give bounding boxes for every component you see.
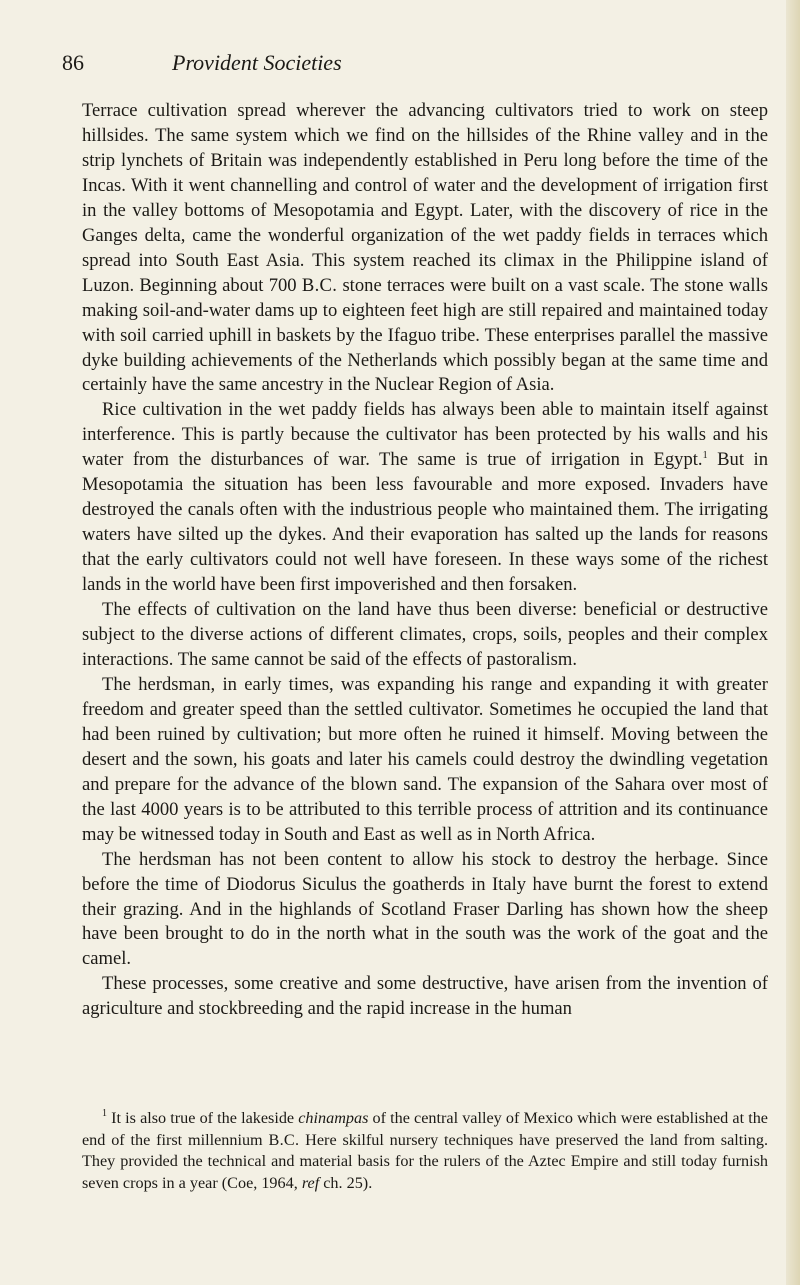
paragraph-rice-cultivation: Rice cultivation in the wet paddy fields has always been able to maintain itself against interference. This is partly because the cultivator has been protected by his walls and his water from the disturbances of war. The same is true of irrigation in Egypt.$^1$ But in Mesopotamia the situation has been less favourable and more exposed. Invaders have destroyed the canals often with the industrious people who maintained them. The irrigating waters have silted up the dykes. And their evaporation has salted up the lands for reasons that the early cultivators could not well have foreseen. In these ways some of the richest lands in the world have been first impoverished and then forsaken. [82,399,769,596]
paragraph-effects-of-cultivation: The effects of cultivation on the land have thus been diverse: beneficial or destructive subject to the diverse actions of different climates, crops, soils, peoples and their complex interactions. The same cannot be said of the effects of pastoralism. [82,599,768,670]
running-title: Provident Societies [172,50,342,75]
ref-abbreviation: ref [301,1173,320,1192]
footnote [82,1108,768,1194]
body-text [82,99,768,1022]
paragraph-herdsman-range: The herdsman, in early times, was expanding his range and expanding it with greater freedom and greater speed than the settled cultivator. Sometimes he occupied the land that had been ruined by cultivation; but more often he ruined it himself. Moving between the desert and the sown, his goats and later his camels could destroy the dwindling vegetation and prepare for the advance of the blown sand. The expansion of the Sahara over most of the last 4000 years is to be attributed to this terrible process of attrition and its continuance may be witnessed today in South and East as well as in North Africa. [82,673,768,845]
page-edge-shadow [786,0,800,1285]
footnote-text: $^1$ It is also true of the lakeside chinampas of the central valley of Mexico which were established at the end of the first millennium B.C. Here skilful nursery techniques have preserved the land from salting. They provided the technical and material basis for the rulers of the Aztec Empire and still today furnish seven crops in a year (Coe, 1964, ref ch. 25). [82,1108,768,1192]
page-number: 86 [62,50,84,75]
paragraph-processes: These processes, some creative and some destructive, have arisen from the invention of agriculture and stockbreeding and the rapid increase in the human [82,973,768,1020]
footnote-marker: 1 [102,1108,107,1119]
footnote-reference[interactable]: 1 [702,450,708,462]
paragraph-herdsman-herbage: The herdsman has not been content to allow his stock to destroy the herbage. Since before the time of Diodorus Siculus the goatherds in Italy have burnt the forest to extend their grazing. And in the highlands of Scotland Fraser Darling has shown how the sheep have been brought to do in the north what in the south was the work of the goat and the camel. [82,848,768,970]
term-chinampas: chinampas [298,1109,369,1127]
paragraph-terrace-cultivation: Terrace cultivation spread wherever the advancing cultivators tried to work on steep hillsides. The same system which we find on the hillsides of the Rhine valley and in the strip lynchets of Britain was independently established in Peru long before the time of the Incas. With it went channelling and control of water and the development of irrigation first in the valley bottoms of Mesopotamia and Egypt. Later, with the discovery of rice in the Ganges delta, came the wonderful organization of the wet paddy fields in terraces which spread into South East Asia. This system reached its climax in the Philippine island of Luzon. Beginning about 700 B.C. stone terraces were built on a vast scale. The stone walls making soil-and-water dams up to eighteen feet high are still repaired and maintained today with soil carried uphill in baskets by the Ifaguo tribe. These enterprises parallel the massive dyke building achievements of the Netherlands which possibly began at the same time and certainly have the same ancestry in the Nuclear Region of Asia. [82,100,768,396]
page-header [62,50,762,76]
era-abbreviation: B.C. [301,274,338,296]
era-abbreviation: B.C. [268,1130,300,1149]
